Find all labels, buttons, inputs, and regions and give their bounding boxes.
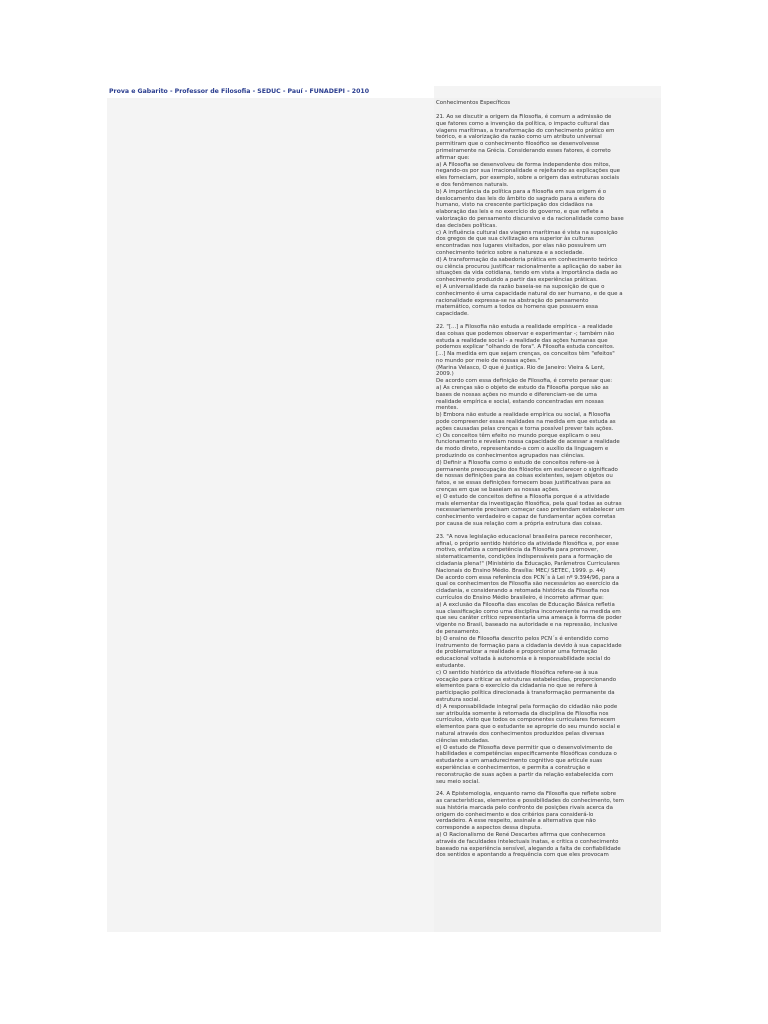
question-text-line: e dos fenômenos naturais. [436, 181, 509, 188]
question-text-line: d) A responsabilidade integral pela formação do cidadão não pode [436, 703, 618, 710]
question-text-line: cidadania plena!" (Ministério da Educação, Parâmetros Curriculares [436, 561, 620, 567]
question-text-line: fatos, e se essas definições fornecem boas justificativas para as [436, 480, 611, 487]
question-text-line: vocação para criticar as estruturas estabelecidas, proporcionando [436, 676, 617, 683]
question-text-line: reconstrução de suas ações a partir da relação estabelecida com [436, 771, 614, 778]
question-text-line: origem do conhecimento e dos critérios para considerá-lo [436, 811, 594, 818]
question-text-line: natural através dos conhecimentos produzidos pelas diversas [436, 730, 605, 737]
question-text-line: por causa de sua relação com a própria estrutura das coisas. [436, 521, 603, 528]
question-text-line: e) O estudo de Filosofia deve permitir que o desenvolvimento de [436, 744, 613, 751]
question-text-line: de modo direto, representando-a com o auxílio da linguagem e [436, 446, 609, 453]
question-text-line: conhecimento teórico sobre a natureza e a sociedade. [436, 249, 584, 256]
question-text-line: permanente preocupação dos filósofos em esclarecer o significado [436, 466, 618, 473]
question-text-line: estudante. [436, 662, 466, 669]
question-text-line: situações da vida cotidiana, tendo em vista a importância dada ao [436, 270, 618, 277]
question-text-line: humano, visto na crescente participação dos cidadãos na [436, 202, 593, 209]
question-text-line: afirmar que: [436, 154, 470, 161]
question-text-line: viagens marítimas, a transformação do conhecimento prático em [436, 127, 615, 134]
question-text-line: educacional voltada à autonomia e à responsabilidade social do [436, 656, 611, 663]
question-text-line: dos gregos de que sua civilização era superior às culturas [436, 236, 594, 243]
question-text-line: experiências e conhecimentos, e permita a construção e [436, 764, 591, 771]
question-text-line: funcionamento e revelam nossa capacidade de acessar a realidade [436, 439, 620, 446]
question-text-line: pode compreender essas realidades na medida em que estuda as [436, 419, 616, 426]
question-text-line: 22. "[...] a Filosofia não estuda a realidade empírica - a realidade [436, 323, 613, 330]
question-text-line: b) Embora não estude a realidade empírica ou social, a Filosofia [436, 412, 611, 419]
question-text-line: de problematizar a realidade e proporcionar uma formação [436, 649, 598, 656]
question-22 [436, 324, 658, 528]
question-text-line: Nacionais do Ensino Médio. Brasília: MEC/ SETEC, 1999. p. 44) [436, 567, 606, 574]
question-text-line: eles forneciam, por exemplo, sobre a origem das estruturas sociais [436, 175, 620, 182]
question-text-line: ou ciência procurou justificar racionalmente a aplicação do saber às [436, 263, 622, 270]
question-text-line: 21. Ao se discutir a origem da Filosofia, é comum a admissão de [436, 114, 612, 120]
question-text-line: instrumento de formação para a cidadania devido à sua capacidade [436, 642, 622, 649]
question-text-line: dos sentidos e apontando a frequência com que eles provocam [436, 852, 609, 859]
question-text-line: sua classificação como uma disciplina inconveniente na medida em [436, 608, 621, 615]
question-text-line: corresponde a aspectos dessa disputa. [436, 825, 542, 832]
question-text-line: valorização do pensamento discursivo e da racionalidade como base [436, 215, 624, 222]
question-text-line: produzindo os conhecimentos agrupados nas ciências. [436, 453, 585, 460]
question-23 [436, 534, 658, 785]
question-text-line: a) O Racionalismo de René Descartes afirma que conhecemos [436, 832, 606, 839]
question-text-line: deslocamento das leis do âmbito do sagrado para a esfera do [436, 195, 605, 202]
question-text-line: elaboração das leis e no exercício do governo, e que reflete a [436, 209, 604, 216]
question-text-line: ciências estudadas. [436, 737, 490, 744]
question-text-line: estuda a realidade social - a realidade das ações humanas que [436, 337, 608, 344]
question-text-line: de pensamento. [436, 628, 481, 635]
question-text-line: primeiramente na Grécia. Considerando esses fatores, é correto [436, 147, 611, 154]
question-text-line: as características, elementos e possibilidades do conhecimento, tem [436, 798, 624, 805]
question-text-line: através de faculdades intelectuais inatas, e critica o conhecimento [436, 838, 619, 845]
question-text-line: sistematicamente, condições indispensáveis para a formação de [436, 554, 613, 561]
question-text-line: seu meio social. [436, 778, 480, 785]
question-text-line: elementos para que o estudante se aproprie do seu mundo social e [436, 724, 621, 731]
question-text-line: bases de nossas ações no mundo e diferenciam-se de uma [436, 391, 597, 398]
question-text-line: conhecimento produzido a partir das experiências práticas. [436, 277, 598, 284]
question-text-line: conhecimento verdadeiro e capaz de fundamentar ações corretas [436, 514, 616, 521]
question-21 [436, 114, 658, 318]
question-text-line: cidadania, e considerando a retomada histórica da Filosofia nos [436, 588, 610, 595]
question-text-line: ações causadas pelas crenças e torna possível prever tais ações. [436, 425, 614, 432]
question-text-line: a) A Filosofia se desenvolveu de forma independente dos mitos, [436, 161, 611, 168]
question-text-line: estrutura social. [436, 696, 481, 703]
section-title: Conhecimentos Específicos [436, 100, 511, 106]
question-text-line: motivo, enfatiza a competência da Filosofia para promover, [436, 547, 599, 554]
question-text-line: conhecimento é uma capacidade natural do ser humano, e de que a [436, 290, 623, 297]
question-text-line: verdadeiro. A esse respeito, assinale a alternativa que não [436, 818, 596, 825]
question-list [436, 114, 658, 859]
question-text-line: c) A influência cultural das viagens marítimas é vista na suposição [436, 229, 618, 236]
question-text-line: a) As crenças são o objeto de estudo da Filosofia porque são as [436, 385, 609, 392]
question-text-line: habilidades e competências especificamente filosóficas conduza o [436, 751, 617, 758]
question-text-line: encontradas nos lugares visitados, por elas não possuírem um [436, 243, 607, 250]
question-text-line: De acordo com essa referência dos PCN´s à Lei nº 9.394/96, para a [436, 574, 620, 581]
question-text-line: necessariamente precisam começar caso pretendam estabelecer um [436, 507, 625, 514]
question-text-line: 24. A Epistemologia, enquanto ramo da Filosofia que reflete sobre [436, 791, 617, 798]
question-text-line: vigente no Brasil, baseado na autoridade e na repressão, inclusive [436, 622, 618, 629]
question-text-line: baseado na experiência sensível, alegando a falta de confiabilidade [436, 845, 621, 852]
question-24 [436, 791, 658, 859]
question-text-line: 23. "A nova legislação educacional brasileira parece reconhecer, [436, 533, 613, 540]
question-text-line: mais elementar da investigação filosófica, pela qual todas as outras [436, 500, 622, 507]
question-text-line: b) A importância da política para a filosofia em sua origem é o [436, 188, 607, 195]
content-column [434, 98, 661, 932]
question-text-line: [...] Na medida em que sejam crenças, os conceitos têm "efeitos" [436, 351, 615, 358]
question-text-line: afinal, o próprio sentido histórico da atividade filosófica e, por esse [436, 540, 619, 547]
question-text-line: qual os conhecimentos de Filosofia são necessários ao exercício da [436, 581, 619, 588]
question-text-line: de nossas definições para as coisas existentes, sejam objetos ou [436, 473, 613, 480]
question-text-line: elementos para o exercício da cidadania no que se refere à [436, 683, 598, 690]
question-text-line: que seu caráter crítico representaria uma ameaça à forma de poder [436, 615, 622, 622]
question-text-line: racionalidade expressa-se na abstração do pensamento [436, 297, 589, 304]
content-body [434, 98, 661, 859]
question-text-line: sua história marcada pelo confronto de posições rivais acerca da [436, 804, 613, 811]
question-text-line: currículos do Ensino Médio brasileiro, é incorreto afirmar que: [436, 594, 604, 601]
question-text-line: b) O ensino de Filosofia descrito pelos PCN´s é entendido como [436, 635, 609, 642]
question-text-line: crenças em que se baseiam as nossas ações. [436, 487, 560, 494]
question-text-line: ser atribuída somente à retomada da disciplina de Filosofia nos [436, 710, 609, 717]
question-text-line: das coisas que podemos observar e experimentar -; também não [436, 330, 615, 337]
question-text-line: permitiram que o conhecimento filosófico se desenvolvesse [436, 141, 600, 148]
question-text-line: a) A exclusão da Filosofia das escolas de Educação Básica refletia [436, 601, 615, 608]
question-text-line: participação política direcionada à transformação permanente da [436, 690, 615, 697]
document-title: Prova e Gabarito - Professor de Filosofia - SEDUC - Pauí - FUNADEPI - 2010 [109, 88, 370, 95]
question-text-line: De acordo com essa definição de Filosofia, é correto pensar que: [436, 378, 613, 385]
left-blank-column [107, 98, 434, 932]
question-text-line: e) A universalidade da razão baseia-se na suposição de que o [436, 283, 605, 290]
question-text-line: c) Os conceitos têm efeito no mundo porque explicam o seu [436, 432, 601, 439]
question-text-line: no mundo por meio de nossas ações." [436, 357, 541, 364]
question-text-line: realidade empírica e social, estando concentradas em nossas [436, 398, 604, 405]
question-text-line: d) A transformação da sabedoria prática em conhecimento teórico [436, 256, 618, 263]
question-text-line: que fatores como a invenção da política, o impacto cultural das [436, 120, 610, 127]
question-text-line: teórico, e a valorização da razão como um atributo universal [436, 134, 602, 141]
question-text-line: capacidade. [436, 311, 469, 318]
question-text-line: 2009.) [436, 371, 454, 378]
question-text-line: matemático, comum a todos os homens que possuem essa [436, 304, 598, 311]
question-text-line: c) O sentido histórico da atividade filosófica refere-se à sua [436, 669, 598, 676]
question-text-line: das decisões políticas. [436, 222, 498, 229]
question-text-line: podemos explicar "olhando de fora". A Filosofia estuda conceitos. [436, 344, 615, 351]
question-text-line: estudante a um amadurecimento cognitivo que articule suas [436, 758, 603, 765]
question-text-line: mentes. [436, 405, 459, 412]
question-text-line: (Marina Velasco, O que é Justiça. Rio de Janeiro: Vieira & Lent, [436, 364, 605, 371]
question-text-line: e) O estudo de conceitos define a Filosofia porque é a atividade [436, 493, 610, 500]
question-text-line: negando-os por sua irracionalidade e rejeitando as explicações que [436, 168, 621, 175]
question-text-line: d) Definir a Filosofia como o estudo de conceitos refere-se à [436, 459, 600, 466]
question-text-line: currículos, visto que todos os componentes curriculares fornecem [436, 717, 616, 724]
